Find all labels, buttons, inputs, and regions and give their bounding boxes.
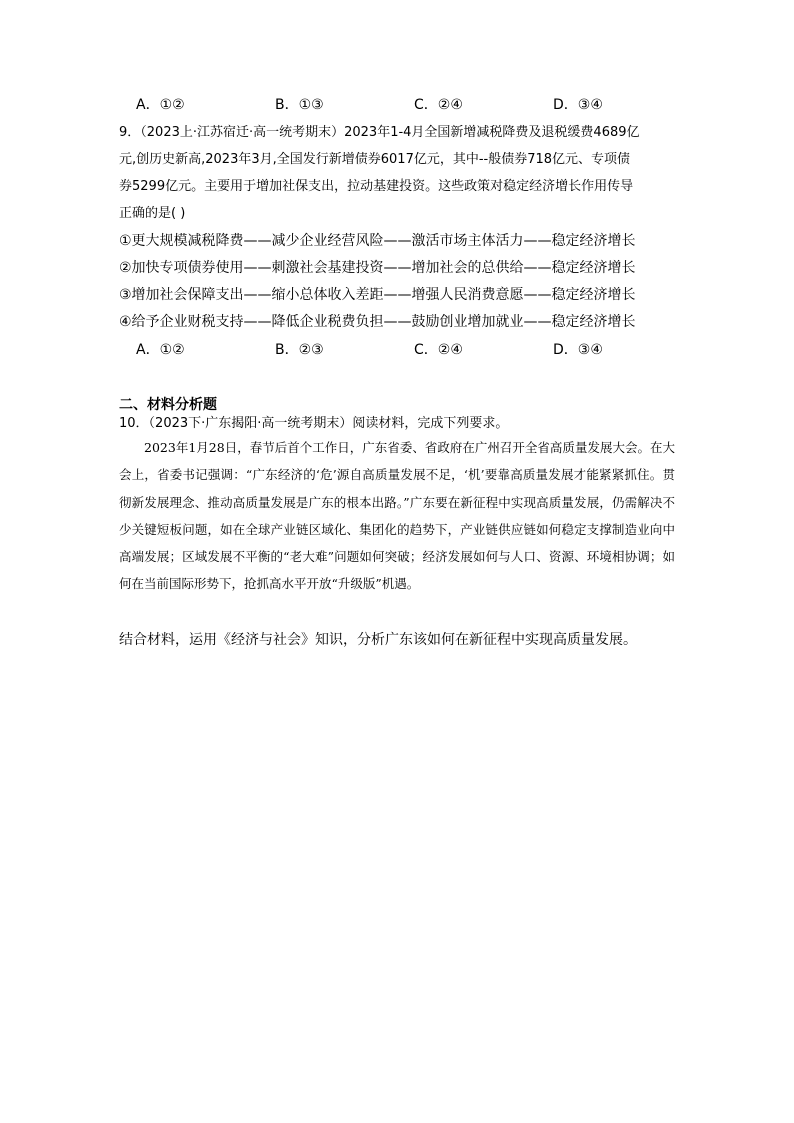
q8-option-a: A．①② [136, 97, 185, 113]
q9-option-b: B．②③ [275, 342, 324, 358]
q8-options [136, 95, 692, 115]
q8-option-b: B．①③ [275, 97, 324, 113]
q10-material-text: 2023年1月28日，春节后首个工作日，广东省委、省政府在广州召开全省高质量发展大会。在大会上，省委书记强调：“广东经济的‘危’源自高质量发展不足，‘机’要靠高质量发展才能紧紧抓住。贯彻新发展理念、推动高质量发展是广东的根本出路。”广东要在新征程中实现高质量发展，仍需解决不少关键短板问题，如在全球产业链区域化、集团化的趋势下，产业链供应链如何稳定支撑制造业向中高端发展；区域发展不平衡的“老大难”问题如何突破；经济发展如何与人口、资源、环境相协调；如何在当前国际形势下，抢抓高水平开放“升级版”机遇。 [119, 440, 675, 592]
q9-options [136, 340, 692, 360]
q9-stem-line-4: 正确的是( ) [119, 206, 186, 221]
q10-question: 结合材料，运用《经济与社会》知识，分析广东该如何在新征程中实现高质量发展。 [119, 632, 637, 648]
q9-stem-line-2: 元,创历史新高,2023年3月,全国发行新增债券6017亿元，其中--般债券718亿元、专项债 [119, 152, 631, 167]
q9-stem-line-3: 券5299亿元。主要用于增加社保支出，拉动基建投资。这些政策对稳定经济增长作用传导 [119, 179, 634, 194]
q9-statement-1: ①更大规模减税降费——减少企业经营风险——激活市场主体活力——稳定经济增长 [119, 233, 636, 249]
section-title: 二、材料分析题 [119, 397, 217, 413]
q9-option-c: C．②④ [414, 342, 463, 358]
q9-option-a: A．①② [136, 342, 185, 358]
q9-stem-line-1: 9．（2023上·江苏宿迁·高一统考期末）2023年1-4月全国新增减税降费及退税缓费4689亿 [119, 125, 640, 140]
q8-option-c: C．②④ [414, 97, 463, 113]
q9-statement-2: ②加快专项债券使用——刺激社会基建投资——增加社会的总供给——稳定经济增长 [119, 260, 636, 276]
q9-statement-4: ④给予企业财税支持——降低企业税费负担——鼓励创业增加就业——稳定经济增长 [119, 314, 636, 330]
q10-header: 10．（2023下·广东揭阳·高一统考期末）阅读材料，完成下列要求。 [119, 416, 509, 431]
q8-option-d: D．③④ [553, 97, 603, 113]
q9-statement-3: ③增加社会保障支出——缩小总体收入差距——增强人民消费意愿——稳定经济增长 [119, 287, 636, 303]
q9-option-d: D．③④ [553, 342, 603, 358]
